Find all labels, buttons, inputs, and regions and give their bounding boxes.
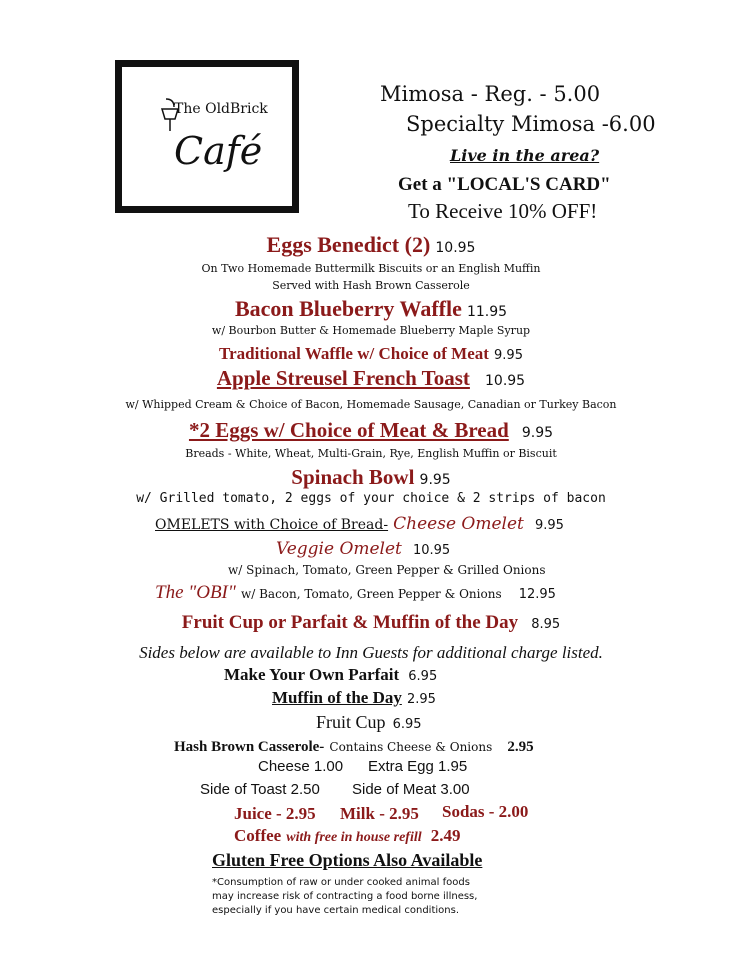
local-discount: To Receive 10% OFF! xyxy=(408,199,598,223)
local-card: Get a "LOCAL'S CARD" xyxy=(398,174,611,195)
gluten-free-note: Gluten Free Options Also Available xyxy=(212,850,483,870)
side-cheese: Cheese 1.00 xyxy=(258,758,344,775)
side-hashbrown: Hash Brown Casserole- Contains Cheese & Onions 2.95 xyxy=(174,739,534,755)
bacon-waffle-desc: w/ Bourbon Butter & Homemade Blueberry Maple Syrup xyxy=(211,324,531,337)
traditional-waffle: Traditional Waffle w/ Choice of Meat 9.95 xyxy=(219,344,523,363)
disclaimer-line3: especially if you have certain medical conditions. xyxy=(212,905,459,916)
spinach-bowl: Spinach Bowl 9.95 xyxy=(291,465,451,489)
obi-omelet: The "OBI" w/ Bacon, Tomato, Green Pepper & Onions 12.95 xyxy=(155,582,556,603)
two-eggs: *2 Eggs w/ Choice of Meat & Bread 9.95 xyxy=(188,418,554,442)
side-meat: Side of Meat 3.00 xyxy=(352,781,470,798)
eggs-benedict: Eggs Benedict (2) 10.95 xyxy=(266,232,476,257)
eggs-benedict-desc1: On Two Homemade Buttermilk Biscuits or an English Muffin xyxy=(201,262,541,275)
side-parfait: Make Your Own Parfait 6.95 xyxy=(224,665,438,684)
side-extra-egg: Extra Egg 1.95 xyxy=(368,758,468,775)
side-fruit-cup: Fruit Cup 6.95 xyxy=(316,712,422,732)
disclaimer-line2: may increase risk of contracting a food borne illness, xyxy=(212,891,478,902)
logo-line2: Café xyxy=(174,129,263,173)
drink-sodas: Sodas - 2.00 xyxy=(442,802,529,821)
two-eggs-desc: Breads - White, Wheat, Multi-Grain, Rye, English Muffin or Biscuit xyxy=(185,447,557,460)
mimosa-specialty: Specialty Mimosa -6.00 xyxy=(406,112,656,136)
logo-line1: The OldBrick xyxy=(174,101,268,117)
fruit-cup-parfait: Fruit Cup or Parfait & Muffin of the Day 8.95 xyxy=(181,612,561,633)
disclaimer-line1: *Consumption of raw or under cooked animal foods xyxy=(212,877,470,888)
side-muffin: Muffin of the Day 2.95 xyxy=(272,688,436,707)
local-question: Live in the area? xyxy=(450,146,600,165)
veggie-omelet: Veggie Omelet 10.95 xyxy=(276,539,451,559)
cafe-logo xyxy=(115,60,299,213)
side-toast: Side of Toast 2.50 xyxy=(200,781,320,798)
french-toast-desc: w/ Whipped Cream & Choice of Bacon, Homemade Sausage, Canadian or Turkey Bacon xyxy=(125,398,617,411)
drink-milk: Milk - 2.95 xyxy=(340,804,419,823)
drink-coffee: Coffee with free in house refill 2.49 xyxy=(234,826,461,845)
drink-juice: Juice - 2.95 xyxy=(234,804,316,823)
sides-intro: Sides below are available to Inn Guests for additional charge listed. xyxy=(139,643,603,662)
spinach-bowl-desc: w/ Grilled tomato, 2 eggs of your choice & 2 strips of bacon xyxy=(136,491,606,506)
mimosa-regular: Mimosa - Reg. - 5.00 xyxy=(380,82,601,106)
veggie-omelet-desc: w/ Spinach, Tomato, Green Pepper & Grilled Onions xyxy=(228,563,546,577)
eggs-benedict-desc2: Served with Hash Brown Casserole xyxy=(272,279,470,292)
bacon-waffle: Bacon Blueberry Waffle 11.95 xyxy=(234,296,508,321)
french-toast: Apple Streusel French Toast 10.95 xyxy=(216,366,526,390)
omelets-line: OMELETS with Choice of Bread- Cheese Omelet 9.95 xyxy=(155,514,564,534)
